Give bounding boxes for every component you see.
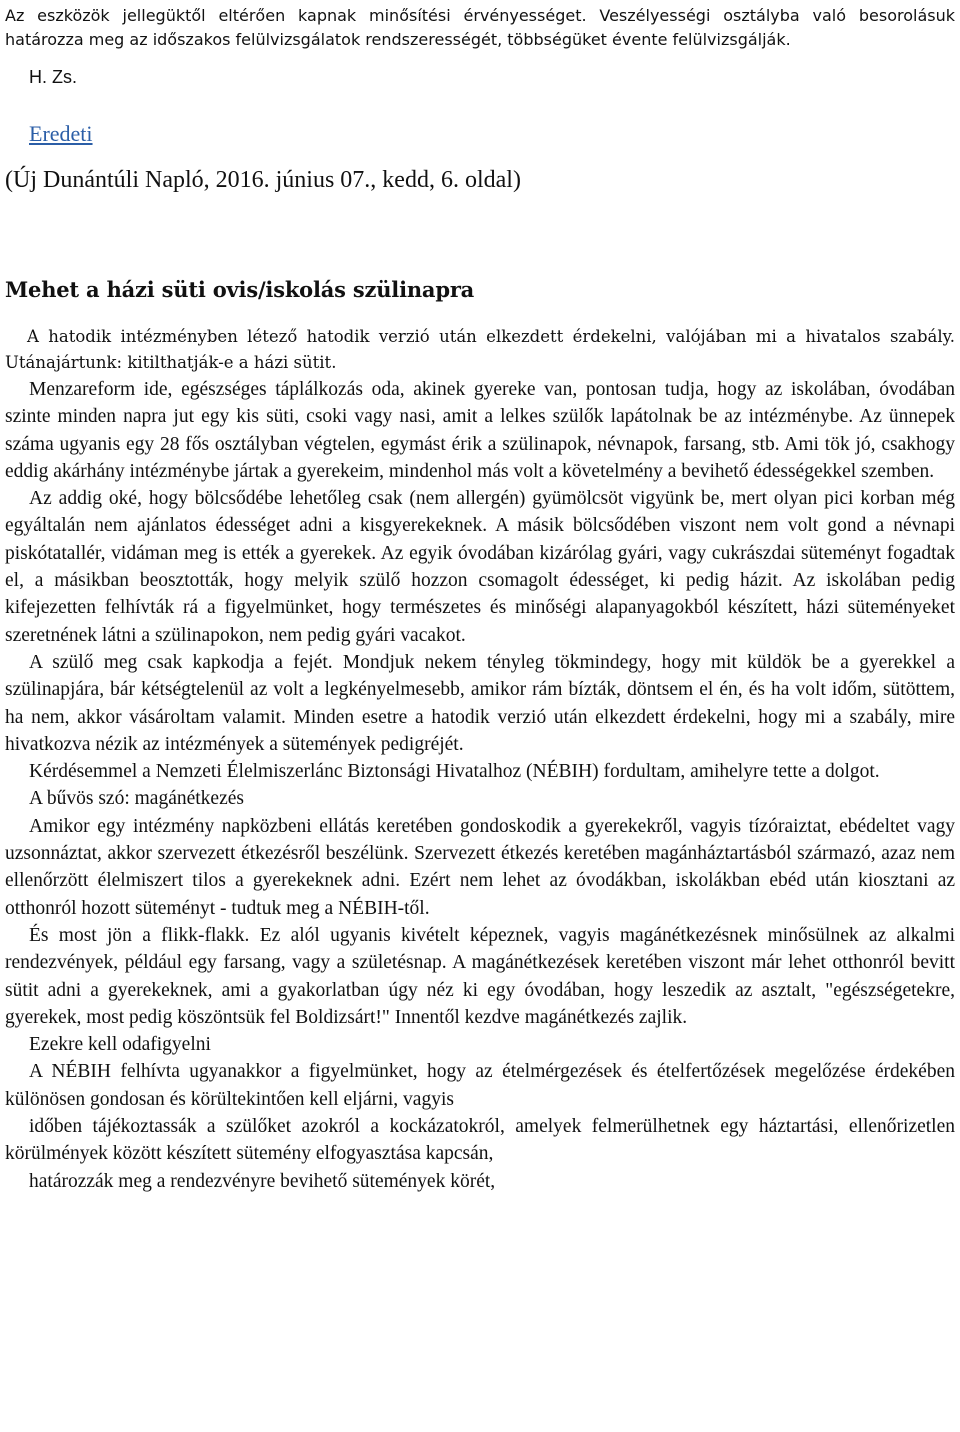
list-item: időben tájékoztassák a szülőket azokról a kockázatokról, amelyek felmerülhetnek egy háztartási, ellenőrizetlen körülmények között készített sütemény elfogyasztása kapcsán, [5,1116,955,1165]
article-paragraph: És most jön a flikk-flakk. Ez alól ugyanis kivételt képeznek, vagyis magánétkezésnek minősülnek az alkalmi rendezvények, például egy farsang, vagy a születésnap. A magánétkezések keretében viszont már lehet otthonról bevitt sütit adni a gyerekeknek, ami a gyakorlatban úgy néz ki egy óvodában, hogy leszedik az asztalt, "egészségetekre, gyerekek, most pedig köszöntsük fel Boldizsárt!" Innentől kezdve magánétkezés zajlik. [5,924,955,1028]
section-subheading: A bűvös szó: magánétkezés [29,788,244,810]
article-paragraph: Kérdésemmel a Nemzeti Élelmiszerlánc Biztonsági Hivatalhoz (NÉBIH) fordultam, amihelyre tette a dolgot. [29,761,880,783]
article-body [5,376,955,1195]
document-page [5,0,955,1195]
original-source-link[interactable]: Eredeti [29,121,93,146]
article-paragraph: A szülő meg csak kapkodja a fejét. Mondjuk nekem tényleg tökmindegy, hogy mit küldök be a gyerekkel a szülinapjára, bár kétségtelenül az volt a legkényelmesebb, amikor rám bízták, döntsem el én, és ha volt időm, sütöttem, ha nem, akkor vásároltam valamit. Minden esetre a hatodik verzió után elkezdett érdekelni, hogy mi a szabály, mire hivatkozva nézik az intézmények a sütemények pedigréjét. [5,651,955,755]
intro-paragraph: Az eszközök jellegüktől eltérően kapnak minősítési érvényességet. Veszélyességi osztályba való besorolásuk határozza meg az időszakos felülvizsgálatok rendszerességét, többségüket évente felülvizsgálják. [5,6,955,49]
article-paragraph: Menzareform ide, egészséges táplálkozás oda, akinek gyereke van, pontosan tudja, hogy az iskolában, óvodában szinte minden napra jut egy kis süti, csoki vagy nasi, amit a lelkes szülők lapátolnak be az intézménybe. Az ünnepek száma ugyanis egy 28 fős osztályban végtelen, egymást érik a szülinapok, névnapok, farsang, stb. Ami tök jó, csakhogy eddig akárhány intézménybe jártak a gyerekeim, mindenhol más volt a követelmény a bevihető édességekkel szemben. [5,379,955,482]
article-lead: A hatodik intézményben létező hatodik verzió után elkezdett érdekelni, valójában mi a hivatalos szabály. Utánajártunk: kitilthatják-e a házi sütit. [5,327,955,372]
list-item: határozzák meg a rendezvényre bevihető sütemények körét, [29,1170,496,1192]
author-initials: H. Zs. [29,67,77,87]
article-paragraph: A NÉBIH felhívta ugyanakkor a figyelmünket, hogy az ételmérgezések és ételfertőzések megelőzése érdekében különösen gondosan és körültekintően kell eljárni, vagyis [5,1061,955,1110]
article-paragraph: Amikor egy intézmény napközbeni ellátás keretében gondoskodik a gyerekekről, vagyis tízóraiztat, ebédeltet vagy uzsonnáztat, akkor szervezett étkezésről beszélünk. Szervezett étkezés keretében magánháztartásból származó, azaz nem ellenőrzött élelmiszert tilos a gyerekeknek adni. Ezért nem lehet az óvodákban, iskolákban ebéd után kiosztani az otthonról hozott süteményt - tudtuk meg a NÉBIH-től. [5,815,955,919]
section-subheading: Ezekre kell odafigyelni [29,1034,211,1056]
source-citation: (Új Dunántúli Napló, 2016. június 07., kedd, 6. oldal) [5,167,521,193]
article-paragraph: Az addig oké, hogy bölcsődébe lehetőleg csak (nem allergén) gyümölcsöt vigyünk be, mert olyan pici korban még egyáltalán nem ajánlatos édességet adni a kisgyerekeknek. A másik bölcsődében viszont nem volt gond a névnapi piskótatallér, vidáman meg is ették a gyerekek. Az egyik óvodában kizárólag gyári, vagy cukrászdai süteményt fogadtak el, a másikban beosztották, hogy melyik szülő hozzon csomagolt édességet, ki pedig házit. Az iskolában pedig kifejezetten felhívták rá a figyelmünket, hogy természetes és minőségi alapanyagokból készített, házi süteményeket szeretnének látni a szülinapokon, nem pedig gyári vacakot. [5,488,955,646]
article-headline: Mehet a házi süti ovis/iskolás szülinapra [5,277,475,302]
